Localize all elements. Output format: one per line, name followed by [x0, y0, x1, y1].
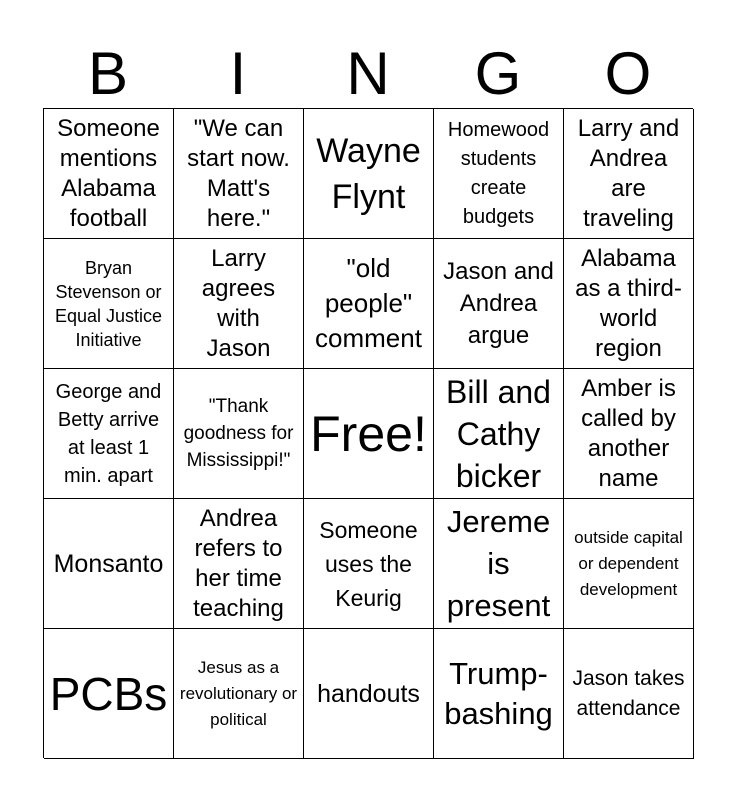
cell-text: handouts [317, 679, 420, 708]
bingo-cell-r4c3[interactable] [304, 499, 434, 629]
bingo-cell-r1c4[interactable] [434, 109, 564, 239]
bingo-cell-r2c3[interactable] [304, 239, 434, 369]
bingo-cell-r5c1[interactable] [44, 629, 174, 759]
cell-text: "old people" comment [315, 253, 422, 353]
bingo-board [43, 108, 693, 758]
bingo-free-space[interactable] [304, 369, 434, 499]
bingo-cell-r2c4[interactable] [434, 239, 564, 369]
bingo-cell-r2c2[interactable] [174, 239, 304, 369]
bingo-cell-r4c5[interactable] [564, 499, 694, 629]
bingo-cell-r3c4[interactable] [434, 369, 564, 499]
bingo-cell-r4c2[interactable] [174, 499, 304, 629]
bingo-cell-r1c5[interactable] [564, 109, 694, 239]
bingo-cell-r1c2[interactable] [174, 109, 304, 239]
header-letter-b: B [87, 40, 129, 107]
cell-text: "We can start now. Matt's here." [187, 114, 290, 232]
cell-text: Bill and Cathy bicker [446, 373, 551, 494]
cell-text: Amber is called by another name [581, 374, 676, 492]
bingo-cell-r5c4[interactable] [434, 629, 564, 759]
bingo-cell-r3c2[interactable] [174, 369, 304, 499]
bingo-cell-r3c1[interactable] [44, 369, 174, 499]
cell-text: Alabama as a third-world region [575, 244, 682, 362]
header-letter-o: O [604, 40, 652, 107]
cell-text: "Thank goodness for Mississippi!" [183, 396, 294, 471]
cell-text: Jason and Andrea argue [443, 257, 554, 349]
header-letter-i: I [229, 40, 247, 107]
cell-text: Larry and Andrea are traveling [577, 114, 680, 232]
cell-text: Free! [310, 405, 427, 462]
cell-text: Jereme is present [446, 503, 551, 623]
bingo-cell-r4c4[interactable] [434, 499, 564, 629]
cell-text: Andrea refers to her time teaching [193, 504, 284, 622]
bingo-cell-r5c3[interactable] [304, 629, 434, 759]
header-letter-g: G [474, 40, 522, 107]
cell-text: outside capital or dependent development [574, 527, 683, 599]
cell-text: Larry agrees with Jason [201, 244, 276, 362]
bingo-cell-r1c1[interactable] [44, 109, 174, 239]
header-letter-n: N [346, 40, 390, 107]
cell-text: Homewood students create budgets [447, 118, 550, 228]
bingo-header [43, 40, 693, 108]
cell-text: Someone uses the Keurig [319, 516, 418, 611]
bingo-cell-r5c2[interactable] [174, 629, 304, 759]
cell-text: Trump-bashing [444, 655, 553, 731]
bingo-cell-r3c5[interactable] [564, 369, 694, 499]
cell-text: Jesus as a revolutionary or political [179, 657, 298, 729]
cell-text: Jason takes attendance [572, 666, 685, 720]
cell-text: Monsanto [53, 549, 164, 578]
cell-text: George and Betty arrive at least 1 min. apart [55, 380, 162, 487]
cell-text: PCBs [49, 667, 168, 720]
cell-text: Wayne Flynt [316, 131, 421, 216]
bingo-cell-r2c5[interactable] [564, 239, 694, 369]
bingo-cell-r5c5[interactable] [564, 629, 694, 759]
bingo-cell-r4c1[interactable] [44, 499, 174, 629]
cell-text: Bryan Stevenson or Equal Justice Initiative [54, 257, 163, 350]
cell-text: Someone mentions Alabama football [57, 114, 160, 232]
bingo-cell-r1c3[interactable] [304, 109, 434, 239]
bingo-cell-r2c1[interactable] [44, 239, 174, 369]
